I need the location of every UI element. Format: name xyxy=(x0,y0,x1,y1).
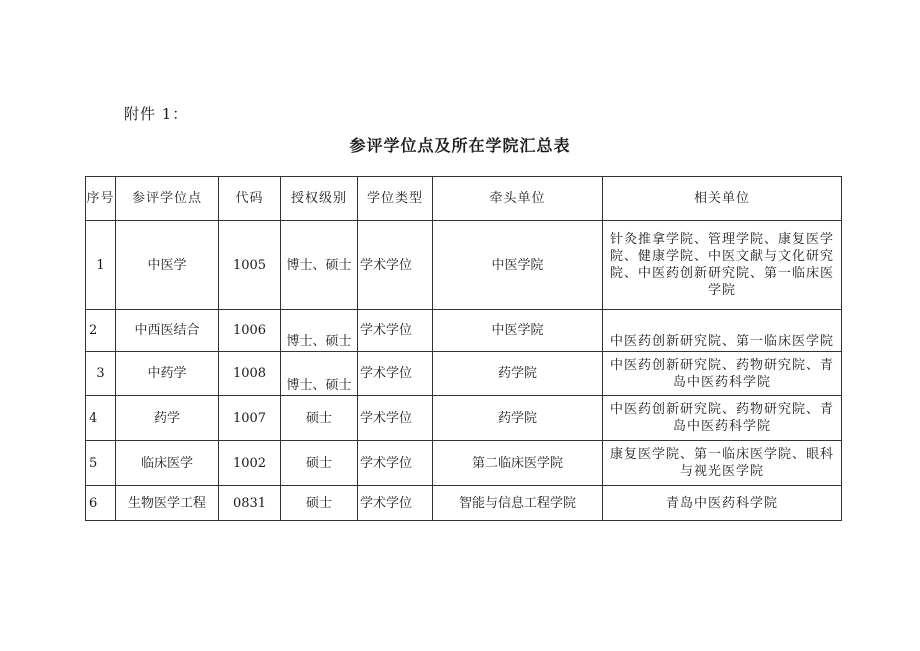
cell-program: 中西医结合 xyxy=(116,310,219,352)
cell-auth-level: 硕士 xyxy=(281,441,358,486)
cell-code: 1006 xyxy=(219,310,281,352)
table-row xyxy=(86,310,842,352)
page-title: 参评学位点及所在学院汇总表 xyxy=(349,136,571,155)
cell-seq: 6 xyxy=(86,486,116,521)
cell-code: 0831 xyxy=(219,486,281,521)
cell-seq: 2 xyxy=(86,310,116,352)
cell-auth-level: 博士、硕士 xyxy=(281,221,358,310)
header-degree-type: 学位类型 xyxy=(358,177,433,221)
cell-program: 生物医学工程 xyxy=(116,486,219,521)
cell-seq: 5 xyxy=(86,441,116,486)
table-row xyxy=(86,221,842,310)
cell-related-units: 针灸推拿学院、管理学院、康复医学院、健康学院、中医文献与文化研究院、中医药创新研究院、第一临床医学院 xyxy=(603,221,842,310)
cell-related-units: 中医药创新研究院、第一临床医学院 xyxy=(603,310,842,352)
attachment-label: 附件 1： xyxy=(124,105,189,123)
cell-program: 药学 xyxy=(116,396,219,441)
cell-related-units: 中医药创新研究院、药物研究院、青岛中医药科学院 xyxy=(603,396,842,441)
cell-code: 1002 xyxy=(219,441,281,486)
cell-degree-type: 学术学位 xyxy=(358,221,433,310)
table-row xyxy=(86,396,842,441)
table-header-row xyxy=(86,177,842,221)
header-seq: 序号 xyxy=(86,177,116,221)
cell-program: 临床医学 xyxy=(116,441,219,486)
header-lead-unit: 牵头单位 xyxy=(433,177,603,221)
table-row xyxy=(86,486,842,521)
cell-lead-unit: 药学院 xyxy=(433,352,603,396)
cell-program: 中医学 xyxy=(116,221,219,310)
cell-degree-type: 学术学位 xyxy=(358,310,433,352)
cell-degree-type: 学术学位 xyxy=(358,352,433,396)
cell-code: 1005 xyxy=(219,221,281,310)
cell-related-units: 康复医学院、第一临床医学院、眼科与视光医学院 xyxy=(603,441,842,486)
cell-code: 1008 xyxy=(219,352,281,396)
cell-degree-type: 学术学位 xyxy=(358,441,433,486)
cell-auth-level: 博士、硕士 xyxy=(281,310,358,352)
table-row xyxy=(86,441,842,486)
cell-lead-unit: 药学院 xyxy=(433,396,603,441)
table-row xyxy=(86,352,842,396)
header-code: 代码 xyxy=(219,177,281,221)
cell-seq: 1 xyxy=(86,221,116,310)
cell-auth-level: 硕士 xyxy=(281,486,358,521)
cell-seq: 4 xyxy=(86,396,116,441)
cell-auth-level: 硕士 xyxy=(281,396,358,441)
header-related-units: 相关单位 xyxy=(603,177,842,221)
cell-degree-type: 学术学位 xyxy=(358,486,433,521)
cell-seq: 3 xyxy=(86,352,116,396)
header-program: 参评学位点 xyxy=(116,177,219,221)
cell-code: 1007 xyxy=(219,396,281,441)
summary-table xyxy=(85,176,842,521)
cell-lead-unit: 中医学院 xyxy=(433,221,603,310)
cell-program: 中药学 xyxy=(116,352,219,396)
header-auth-level: 授权级别 xyxy=(281,177,358,221)
cell-lead-unit: 中医学院 xyxy=(433,310,603,352)
cell-related-units: 中医药创新研究院、药物研究院、青岛中医药科学院 xyxy=(603,352,842,396)
cell-lead-unit: 第二临床医学院 xyxy=(433,441,603,486)
cell-lead-unit: 智能与信息工程学院 xyxy=(433,486,603,521)
cell-related-units: 青岛中医药科学院 xyxy=(603,486,842,521)
cell-degree-type: 学术学位 xyxy=(358,396,433,441)
cell-auth-level: 博士、硕士 xyxy=(281,352,358,396)
